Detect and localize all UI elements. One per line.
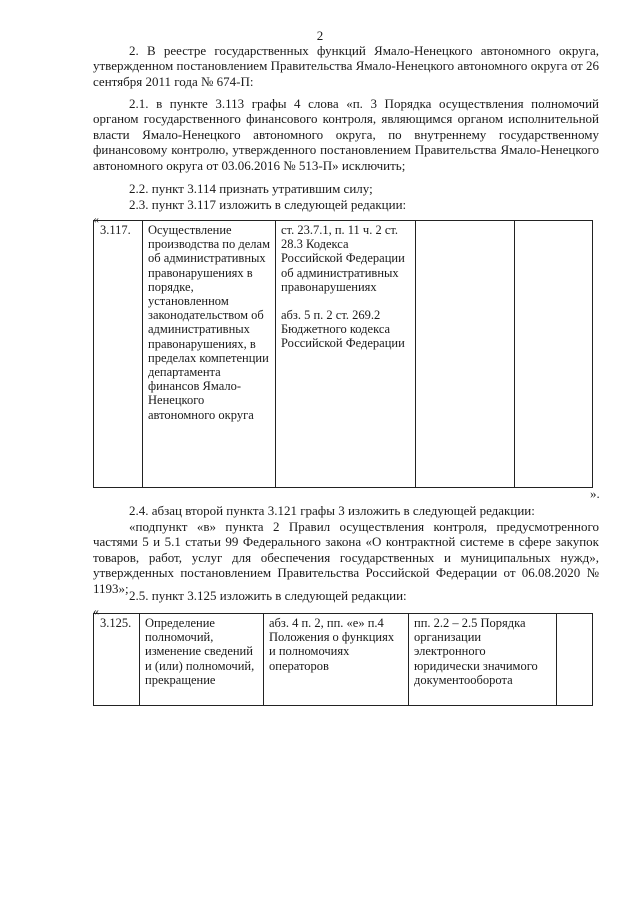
legal-basis-2: абз. 5 п. 2 ст. 269.2 Бюджетного кодекса Российской Федерации bbox=[281, 308, 405, 351]
paragraph-item-2-3: 2.3. пункт 3.117 изложить в следующей редакции: bbox=[129, 197, 407, 212]
quote-open-mark: « bbox=[93, 212, 99, 226]
quote-open-mark-2: « bbox=[93, 604, 99, 618]
cell-legal-basis bbox=[276, 221, 416, 488]
page-number: 2 bbox=[316, 28, 324, 43]
cell-function-name: Определение полномочий, изменение сведений и (или) полномочий, прекращение bbox=[140, 614, 264, 706]
cell-legal-basis: абз. 4 п. 2, пп. «е» п.4 Положения о функциях и полномочиях операторов bbox=[264, 614, 409, 706]
cell-function-name: Осуществление производства по делам об административных правонарушениях в порядке, установленном законодательством об административных правонарушениях, в пределах компетенции департамента финансов Ямало-Ненецкого автономного округа bbox=[143, 221, 276, 488]
paragraph-item-2-4: 2.4. абзац второй пункта 3.121 графы 3 изложить в следующей редакции: bbox=[129, 503, 535, 518]
cell-number: 3.117. bbox=[94, 221, 143, 488]
cell-number: 3.125. bbox=[94, 614, 140, 706]
cell-column-4: пп. 2.2 – 2.5 Порядка организации электронного юридически значимого документооборота bbox=[409, 614, 557, 706]
paragraph-quote: «подпункт «в» пункта 2 Правил осуществления контроля, предусмотренного частями 5 и 5.1 статьи 99 Федерального закона «О контрактной системе в сфере закупок товаров, работ, услуг для обеспечения государственных и муниципальных нужд», утвержденных постановлением Правительства Российской Федерации от 06.08.2020 № 1193»; bbox=[93, 519, 599, 596]
paragraph-item-2-1: 2.1. в пункте 3.113 графы 4 слова «п. 3 Порядка осуществления полномочий органом государственного финансового контроля, являющимся органом исполнительной власти Ямало-Ненецкого автономного округа, по внутреннему государственному финансовому контролю, утвержденного постановлением Правительства Ямало-Ненецкого автономного округа от 03.06.2016 № 513-П» исключить; bbox=[93, 96, 599, 173]
cell-column-5 bbox=[557, 614, 593, 706]
table-row bbox=[94, 221, 593, 488]
paragraph-item-2-2: 2.2. пункт 3.114 признать утратившим силу; bbox=[129, 181, 373, 196]
cell-column-5 bbox=[515, 221, 593, 488]
quote-close-mark: ». bbox=[590, 486, 600, 501]
legal-basis-1: ст. 23.7.1, п. 11 ч. 2 ст. 28.3 Кодекса Российской Федерации об административных правонарушениях bbox=[281, 223, 405, 294]
table-row bbox=[94, 614, 593, 706]
paragraph-item-2: 2. В реестре государственных функций Ямало-Ненецкого автономного округа, утвержденном постановлением Правительства Ямало-Ненецкого автономного округа от 26 сентября 2011 года № 674-П: bbox=[93, 43, 599, 89]
table-item-3-117 bbox=[93, 220, 593, 488]
cell-column-4 bbox=[416, 221, 515, 488]
table-item-3-125 bbox=[93, 613, 593, 706]
paragraph-item-2-5: 2.5. пункт 3.125 изложить в следующей редакции: bbox=[129, 588, 407, 603]
